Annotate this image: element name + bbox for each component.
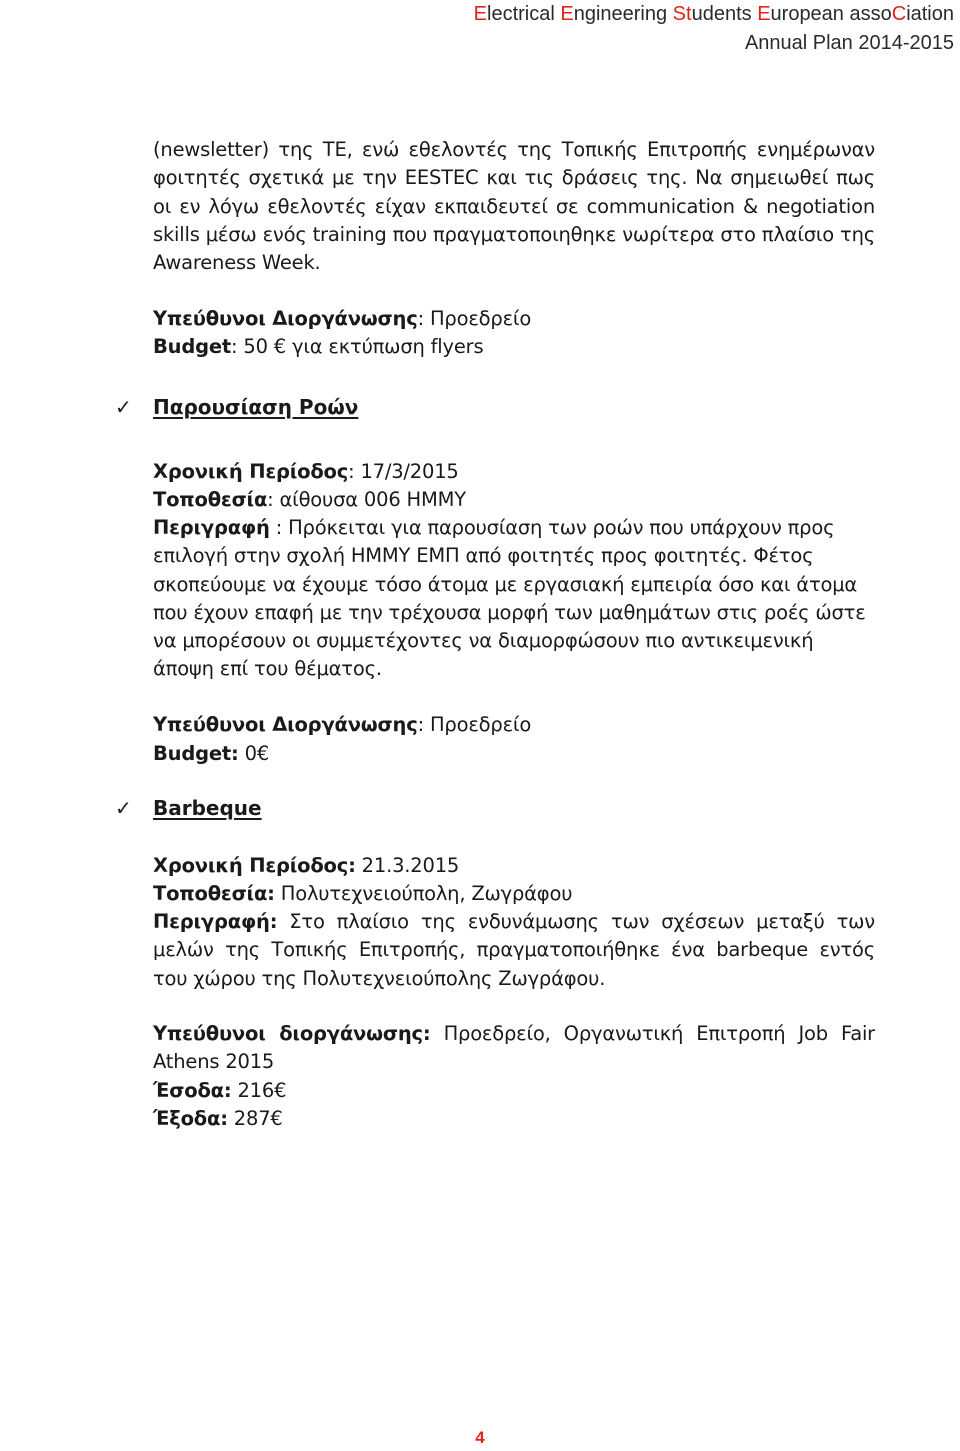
organizers-value: : Προεδρείο: [417, 713, 532, 736]
checkmark-icon: ✓: [115, 796, 132, 820]
location-label: Τοποθεσία:: [153, 882, 275, 905]
budget-value: : 50 € για εκτύπωση flyers: [231, 335, 484, 358]
bbq-period: [153, 852, 875, 880]
checkmark-icon: ✓: [115, 395, 132, 419]
budget-label: Budget:: [153, 742, 239, 765]
section-title-flows: Παρουσίαση Ροών: [153, 395, 359, 419]
flows-budget: [153, 740, 875, 768]
page-header: [474, 0, 954, 58]
org-name-part: ngineering: [573, 3, 673, 25]
organizers-label: Υπεύθυνοι Διοργάνωσης: [153, 713, 418, 736]
period-label: Χρονική Περίοδος: [153, 460, 349, 483]
budget-value: 0€: [238, 742, 270, 765]
bbq-location: [153, 880, 875, 908]
intro-paragraph: (newsletter) της ΤΕ, ενώ εθελοντές της Τοπικής Επιτροπής ενημέρωναν φοιτητές σχετικά με την EESTEC και τις δράσεις της. Να σημειωθεί πως οι εν λόγω εθελοντές είχαν εκπαιδευτεί σε communication & negotiation skills μέσω ενός training που πραγματοποιηθηκε νωρίτερα στο πλαίσιο της Awareness Week.: [153, 138, 875, 275]
period-value: 21.3.2015: [355, 854, 460, 877]
section-title-barbeque: Barbeque: [153, 796, 262, 820]
flows-description: [153, 514, 875, 684]
description-value: : Πρόκειται για παρουσίαση των ροών που υπάρχουν προς επιλογή στην σχολή ΗΜΜΥ ΕΜΠ από φοιτητές προς φοιτητές. Φέτος σκοπεύουμε να έχουμε τόσο άτομα με εργασιακή εμπειρία όσο και άτομα που έχουν επαφή με την τρέχουσα μορφή των μαθημάτων στις ροές ώστε να μπορέσουν οι συμμετέχοντες να διαμορφώσουν πιο αντικειμενική άποψη επί του θέματος.: [153, 516, 866, 681]
org-name-part: C: [891, 3, 907, 25]
location-value: Πολυτεχνειούπολη, Ζωγράφου: [274, 882, 573, 905]
bbq-income: [153, 1077, 875, 1105]
organizers-label: Υπεύθυνοι Διοργάνωσης: [153, 307, 418, 330]
location-value: : αίθουσα 006 ΗΜΜΥ: [267, 488, 466, 511]
organizers-value: : Προεδρείο: [417, 307, 532, 330]
income-value: 216€: [231, 1079, 287, 1102]
description-value: Στο πλαίσιο της ενδυνάμωσης των σχέσεων μεταξύ των μελών της Τοπικής Επιτροπής, πραγματοποιήθηκε ένα barbeque εντός του χώρου της Πολυτεχνειούπολης Ζωγράφου.: [153, 910, 875, 990]
expense-value: 287€: [227, 1107, 283, 1130]
bbq-expenses: [153, 1105, 875, 1133]
org-name-part: uropean asso: [770, 3, 892, 25]
period-label: Χρονική Περίοδος:: [153, 854, 356, 877]
description-label: Περιγραφή:: [153, 910, 278, 933]
bbq-description: [153, 908, 875, 993]
budget-label: Budget: [153, 335, 232, 358]
page-number: 4: [475, 1428, 485, 1447]
org-name-part: udents: [691, 3, 758, 25]
flows-period: [153, 458, 875, 486]
organizers-value: Προεδρείο, Οργανωτική Επιτροπή Job Fair Athens 2015: [153, 1022, 875, 1074]
period-value: : 17/3/2015: [348, 460, 459, 483]
flows-organizers: [153, 711, 875, 739]
expense-label: Έξοδα:: [153, 1107, 228, 1130]
org-name-part: E: [757, 3, 771, 25]
org-name-part: E: [560, 3, 574, 25]
income-label: Έσοδα:: [153, 1079, 232, 1102]
org-name: [474, 0, 954, 29]
flows-location: [153, 486, 875, 514]
org-name-part: E: [473, 3, 487, 25]
bbq-organizers: [153, 1020, 875, 1077]
org-name-part: lectrical: [487, 3, 561, 25]
org-name-part: St: [672, 3, 692, 25]
description-label: Περιγραφή: [153, 516, 270, 539]
location-label: Τοποθεσία: [153, 488, 268, 511]
org-name-part: iation: [906, 3, 954, 25]
organizers-label: Υπεύθυνοι διοργάνωσης:: [153, 1022, 431, 1045]
block1-budget: [153, 333, 875, 361]
block1-organizers: [153, 305, 875, 333]
annual-plan-title: Annual Plan 2014-2015: [744, 32, 954, 54]
